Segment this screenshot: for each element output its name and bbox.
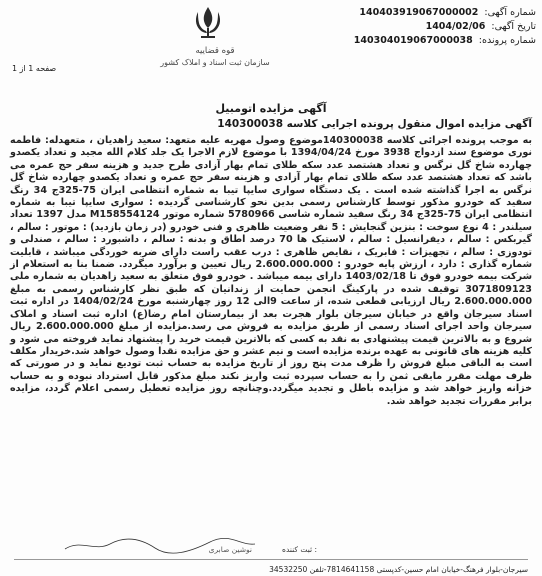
office-address: سیرجان-بلوار فرهنگ-خیابان امام حسین-کدپستی 7814641158-تلفن 34532250 (269, 565, 528, 574)
case-number-row (286, 34, 536, 48)
notice-body: به موجب پرونده اجرائی کلاسه 140300038موضوع وصول مهریه علیه متعهد: سعید زاهدیان ، متعهدله: فاطمه نوری موضوع سند ازدواج 3938 مورخ 1394/04/24 با موضوع لازم الاجرا یک جلد کلام الله مجید و تعداد یکصدو چهارده شاخ گل نرگس و تعداد هشتصد عدد سکه طلای تمام بهار آزادی طرح جدید و هزینه سفر حج عمره می باشد که تعداد هشتصد عدد سکه طلای تمام بهار آزادی و هزینه سفر حج عمره و تعداد یکصدو چهارده شاخ گل نرگس به اجرا گذاشته شده است . یک دستگاه سواری سایپا تیبا به شماره انتظامی ایران 75-325ج 34 رنگ سفید که خودرو مذکور توسط کارشناس رسمی بدین نحو کارشناسی گردیده : سواری سایپا تیبا به شماره انتظامی ایران 75-325ج 34 رنگ سفید شماره شاسی 5780966 شماره موتور M158554124 مدل 1397 تعداد سیلندر : 4 نوع سوخت : بنزین گنجایش : 5 نفر وضعیت ظاهری و فنی خودرو (در زمان بازدید) : موتور : سالم ، گیربکس : سالم ، دیفرانسیل : سالم ، لاستیک ها 70 درصد اطاق و بدنه : سالم ، داشبورد : سالم ، صندلی و تودوزی : سالم ، تجهیزات : فابریک ، نقایص ظاهری : درب عقب راست دارای ضربه خوردگی میباشد ، قابلیت شماره گذاری : دارد ، ارزش پایه خودرو : 2.600.000.000 ریال تعیین و برآورد میگردد. ضمنا بنا به استعلام از شرکت بیمه خودرو فوق تا 1403/02/18 دارای بیمه میباشد . خودرو فوق متعلق به سعید زاهدیان به شماره ملی 3071809123 توقیف شده در پارکینگ انجمن حمایت از زندانیان که طبق نظر کارشناس رسمی به مبلغ 2.600.000.000 ریال ارزیابی قطعی شده، از ساعت 9الی 12 روز چهارشنبه مورخ 1404/02/24 در اداره ثبت اسناد سیرجان واقع در خیابان سیرجان بلوار هجرت بعد از بیمارستان امام رضا(ع) اداره ثبت اسناد و املاک سیرجان واحد اجرای اسناد رسمی از طریق مزایده به فروش می رسد.مزایده از مبلغ 2.600.000.000 ریال شروع و به بالاترین قیمت پیشنهادی به نقد به کسی که بالاترین قیمت خرید را پیشنهاد نماید فروخته می شود و کلیه هزینه های قانونی به عهده برنده مزایده است و نیم عشر و حق مزایده نقدا وصول خواهد شد.خریدار مکلف است به الباقی مبلغ فروش را ظرف مدت پنج روز از تاریخ مزایده به حساب ثبت تودیع نماید و در صورتی که ظرف مهلت مقرر مابقی ثمن را به حساب سپرده ثبت واریز نکند مبلغ مذکور قابل استرداد نبوده و به حساب خزانه واریز خواهد شد و مزایده باطل و تجدید میگردد.وچنانچه روز مزایده تعطیل رسمی اعلام گردد، مزایده برابر مقررات تجدید خواهد شد. (10, 135, 533, 407)
judiciary-label: قوه قضاییه (195, 46, 235, 56)
registry-organization-label: سازمان ثبت اسناد و املاک کشور (160, 58, 270, 67)
organization-name (130, 46, 300, 68)
signer-name: نوشین صابری (208, 545, 252, 554)
notice-number-row (286, 6, 536, 20)
notice-subtitle: آگهی مزایده اموال منقول پرونده اجرایی کلاسه 140300038 (217, 118, 532, 130)
notice-date: 1404/02/06 (425, 21, 486, 32)
case-number: 140304019067000038 (353, 35, 473, 46)
notice-date-row (286, 20, 536, 34)
notice-number: 140403919067000002 (359, 7, 479, 18)
notice-title: آگهی مزایده اتومبیل (215, 102, 327, 115)
case-number-label: شماره پرونده: (478, 35, 536, 46)
notice-number-label: شماره آگهی: (484, 7, 536, 18)
notice-date-label: تاریخ آگهی: (491, 21, 536, 32)
signer-title: ثبت کننده : (282, 545, 317, 554)
page-number: صفحه 1 از 1 (12, 64, 57, 73)
judiciary-emblem-icon (188, 4, 228, 40)
footer-divider (14, 559, 528, 560)
notice-meta (286, 6, 536, 48)
